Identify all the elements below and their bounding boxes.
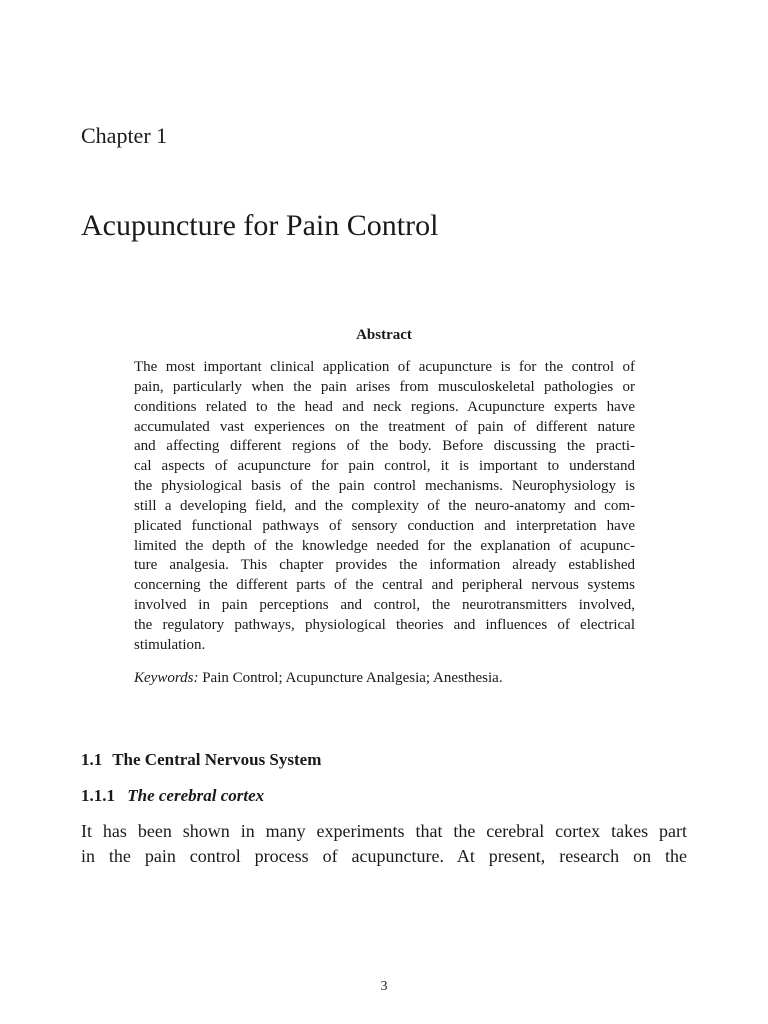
subsection-heading	[81, 784, 264, 808]
subsection-number: 1.1.1	[81, 786, 115, 805]
chapter-title: Acupuncture for Pain Control	[81, 209, 439, 242]
keywords-text: Pain Control; Acupuncture Analgesia; Anesthesia.	[202, 670, 503, 686]
abstract-body	[134, 358, 635, 656]
abstract-line: concerning the different parts of the central and peripheral nervous systems	[134, 577, 635, 594]
abstract-line: involved in pain perceptions and control, the neurotransmitters involved,	[134, 597, 635, 614]
section-heading	[81, 748, 321, 772]
abstract-line: accumulated vast experiences on the treatment of pain of different nature	[134, 418, 635, 435]
keywords-label: Keywords:	[134, 670, 199, 686]
page-number: 3	[380, 979, 388, 994]
keywords	[134, 668, 503, 688]
abstract-line: limited the depth of the knowledge needed for the explanation of acupunc-	[134, 537, 635, 554]
abstract-line: conditions related to the head and neck regions. Acupuncture experts have	[134, 398, 635, 415]
abstract-line: pain, particularly when the pain arises from musculoskeletal pathologies or	[134, 378, 635, 395]
body-paragraph	[81, 819, 687, 869]
body-line: in the pain control process of acupuncture. At present, research on the	[81, 846, 687, 866]
abstract-line: cal aspects of acupuncture for pain control, it is important to understand	[134, 458, 635, 475]
abstract-line: The most important clinical application of acupuncture is for the control of	[134, 359, 635, 375]
chapter-label: Chapter 1	[81, 123, 168, 148]
abstract-heading: Abstract	[356, 327, 412, 343]
body-line: It has been shown in many experiments that the cerebral cortex takes part	[81, 821, 687, 841]
abstract-line: still a developing field, and the complexity of the neuro-anatomy and com-	[134, 497, 635, 514]
abstract-line: ture analgesia. This chapter provides the information already established	[134, 557, 635, 574]
abstract-line: the regulatory pathways, physiological theories and influences of electrical	[134, 616, 635, 633]
abstract-line: stimulation.	[134, 636, 206, 653]
section-title: The Central Nervous System	[112, 750, 322, 769]
abstract-line: the physiological basis of the pain control mechanisms. Neurophysiology is	[134, 478, 635, 495]
section-number: 1.1	[81, 750, 103, 769]
subsection-title: The cerebral cortex	[127, 786, 265, 805]
abstract-line: and affecting different regions of the body. Before discussing the practi-	[134, 438, 635, 455]
abstract-line: plicated functional pathways of sensory conduction and interpretation have	[134, 517, 635, 534]
